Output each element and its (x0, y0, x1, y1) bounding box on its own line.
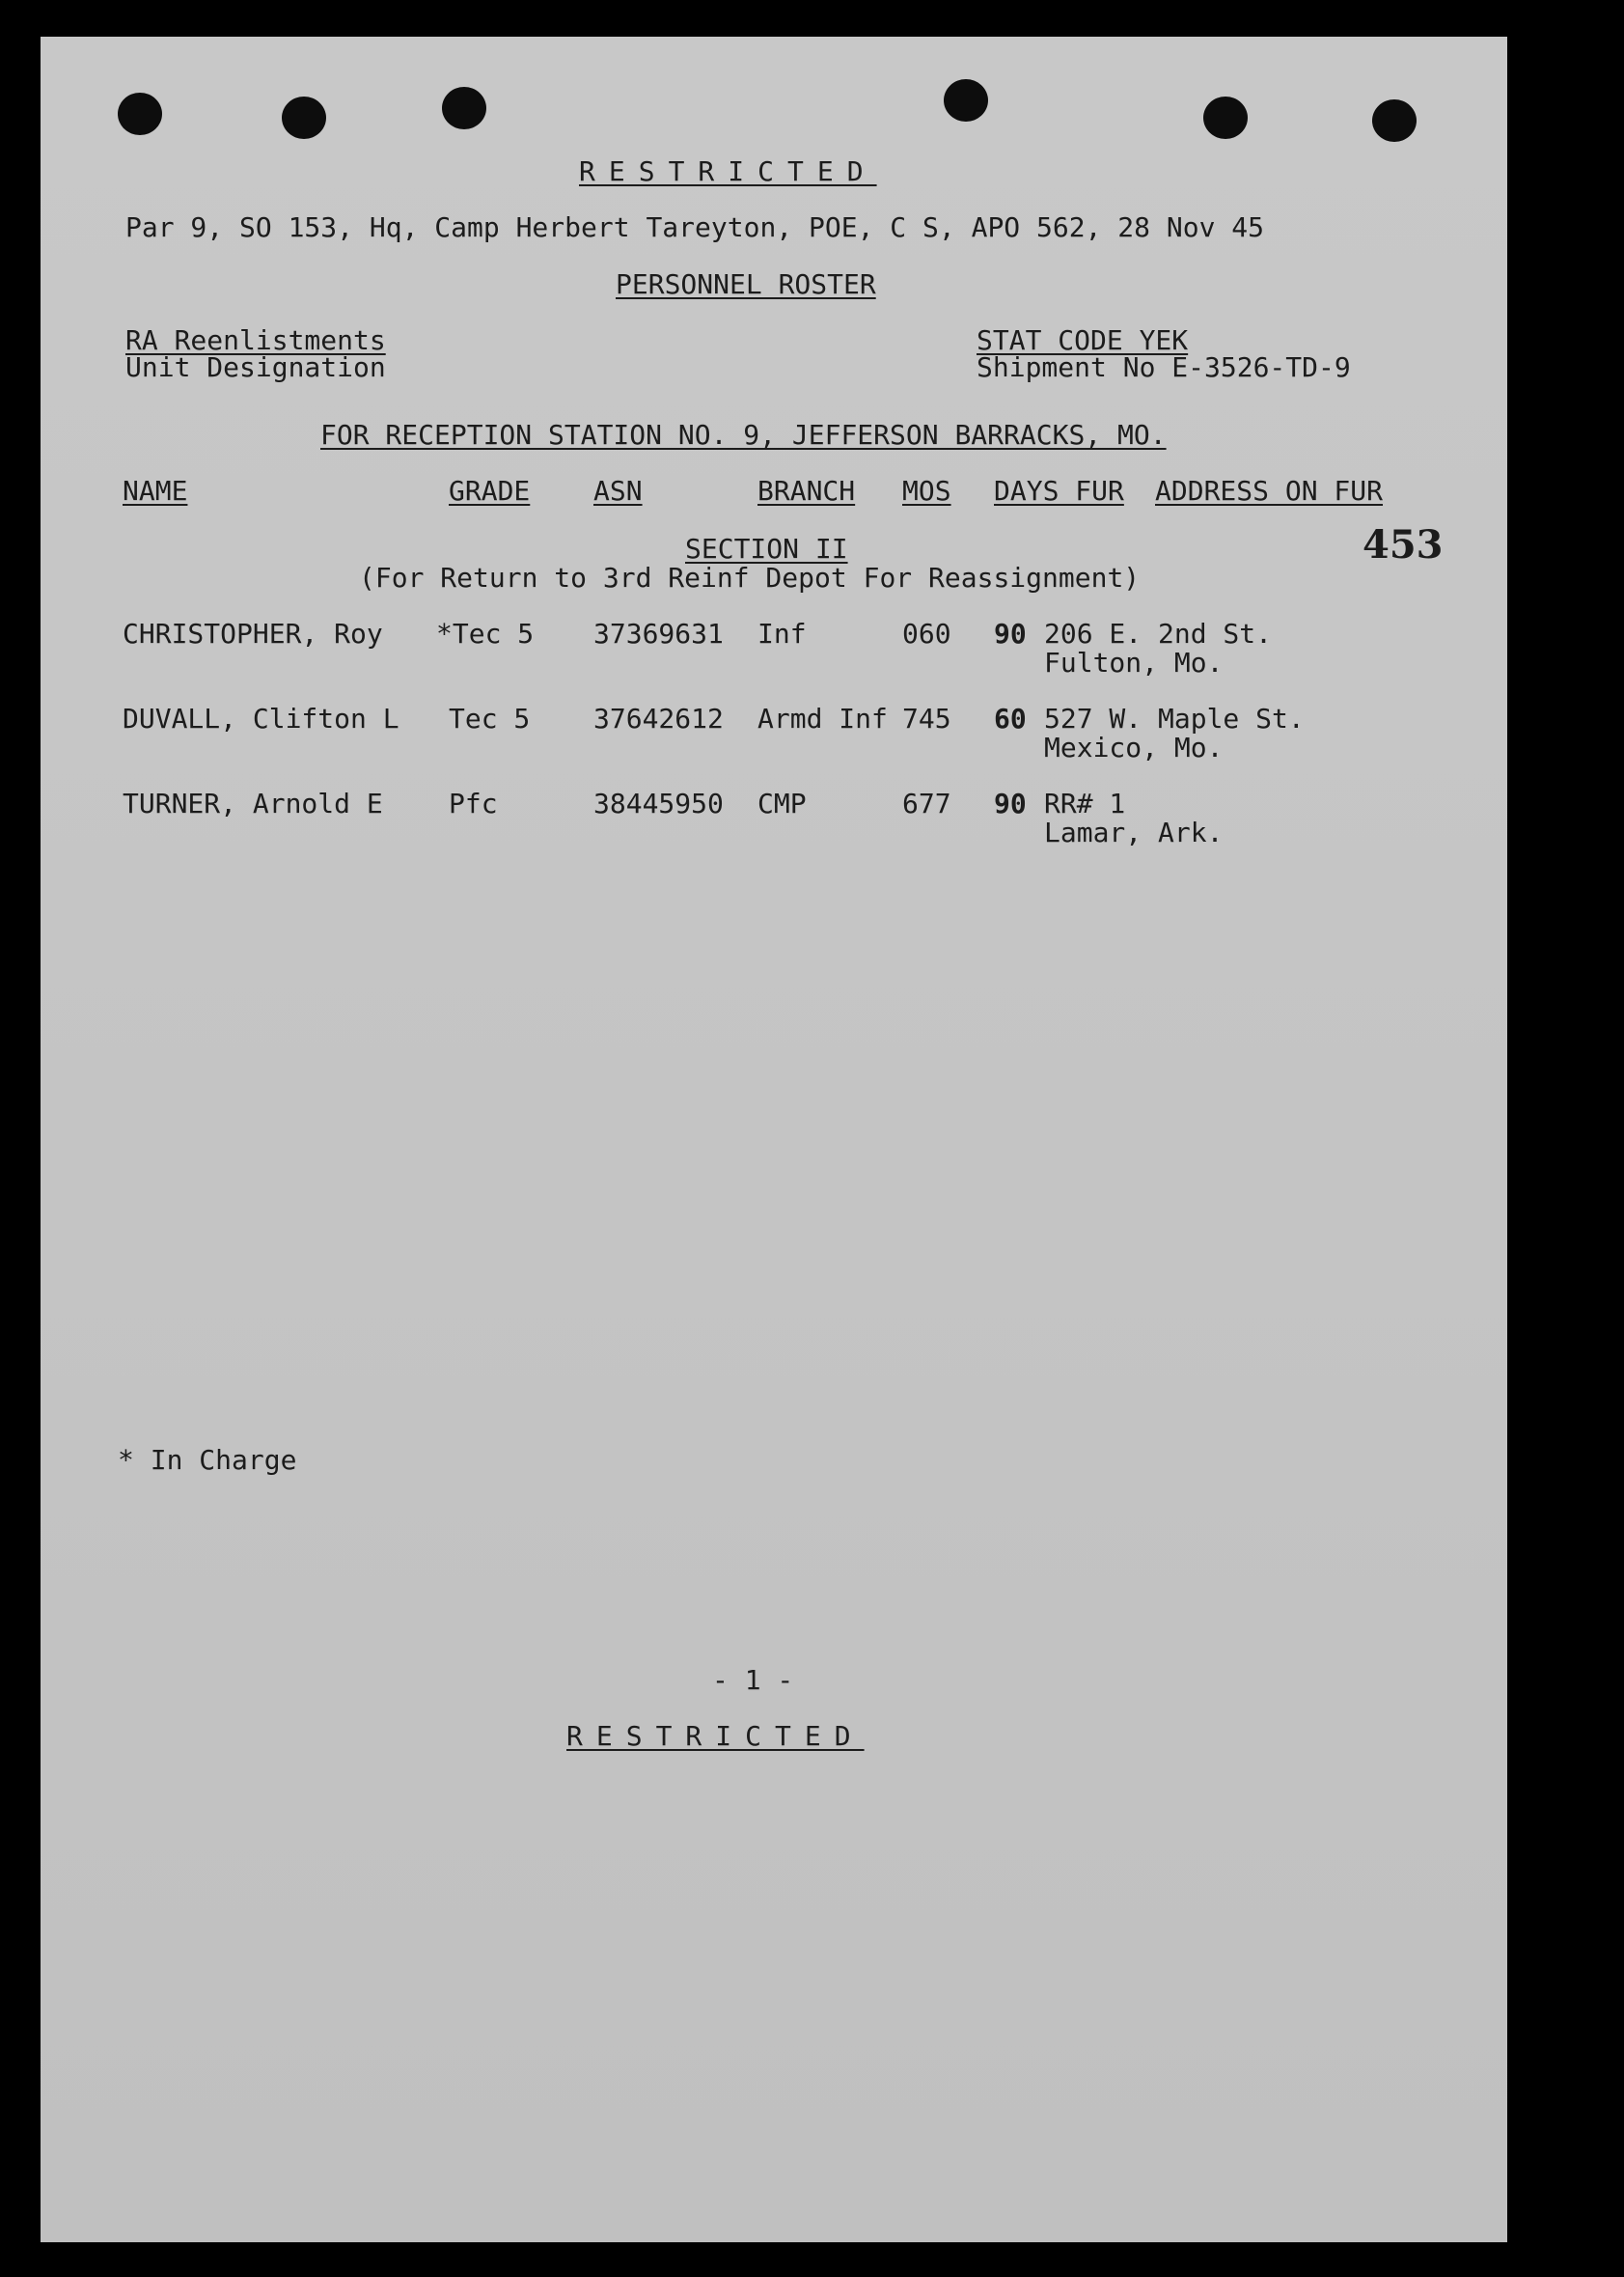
row-1-asn: 37369631 (593, 618, 724, 650)
section-subtitle: (For Return to 3rd Reinf Depot For Reassignment) (359, 562, 1141, 594)
row-3-days: 90 (994, 788, 1027, 819)
page-number: - 1 - (712, 1664, 794, 1696)
row-1-name: CHRISTOPHER, Roy (123, 618, 383, 650)
row-1-mos: 060 (902, 618, 951, 650)
row-2-mos: 745 (902, 703, 951, 735)
row-2-address-1: 527 W. Maple St. (1044, 703, 1305, 735)
section-title: SECTION II (685, 533, 848, 565)
row-1-grade: *Tec 5 (436, 618, 535, 650)
column-header-name: NAME (123, 475, 188, 507)
punch-hole (1372, 99, 1417, 142)
column-header-branch: BRANCH (757, 475, 856, 507)
column-header-asn: ASN (593, 475, 643, 507)
unit-line-1: RA Reenlistments (125, 324, 386, 356)
orders-line: Par 9, SO 153, Hq, Camp Herbert Tareyton, POE, C S, APO 562, 28 Nov 45 (125, 211, 1265, 243)
row-1-days: 90 (994, 618, 1027, 650)
row-2-branch: Armd Inf (757, 703, 888, 735)
row-1-address-1: 206 E. 2nd St. (1044, 618, 1273, 650)
punch-hole (442, 87, 486, 129)
row-3-address-1: RR# 1 (1044, 788, 1126, 819)
row-3-mos: 677 (902, 788, 951, 819)
classification-header: RESTRICTED (579, 155, 877, 187)
unit-line-2: Unit Designation (125, 351, 386, 383)
row-3-grade: Pfc (449, 788, 498, 819)
document-page (41, 37, 1507, 2242)
row-3-address-2: Lamar, Ark. (1044, 817, 1224, 848)
row-2-grade: Tec 5 (449, 703, 531, 735)
classification-footer: RESTRICTED (566, 1720, 865, 1752)
row-3-name: TURNER, Arnold E (123, 788, 383, 819)
row-2-asn: 37642612 (593, 703, 724, 735)
punch-hole (1203, 97, 1248, 139)
stamp-number: 453 (1363, 522, 1444, 568)
row-2-days: 60 (994, 703, 1027, 735)
row-2-name: DUVALL, Clifton L (123, 703, 399, 735)
row-1-branch: Inf (757, 618, 807, 650)
row-1-address-2: Fulton, Mo. (1044, 647, 1224, 679)
destination-line: FOR RECEPTION STATION NO. 9, JEFFERSON BARRACKS, MO. (320, 419, 1167, 451)
roster-title: PERSONNEL ROSTER (616, 268, 876, 300)
row-2-address-2: Mexico, Mo. (1044, 732, 1224, 764)
punch-hole (118, 93, 162, 135)
row-3-branch: CMP (757, 788, 807, 819)
stat-code: STAT CODE YEK (977, 324, 1189, 356)
punch-hole (944, 79, 988, 122)
shipment-number: Shipment No E-3526-TD-9 (977, 351, 1351, 383)
punch-hole (282, 97, 326, 139)
row-3-asn: 38445950 (593, 788, 724, 819)
column-header-address: ADDRESS ON FUR (1155, 475, 1384, 507)
column-header-days-fur: DAYS FUR (994, 475, 1124, 507)
column-header-grade: GRADE (449, 475, 531, 507)
column-header-mos: MOS (902, 475, 951, 507)
footnote: * In Charge (118, 1444, 297, 1476)
